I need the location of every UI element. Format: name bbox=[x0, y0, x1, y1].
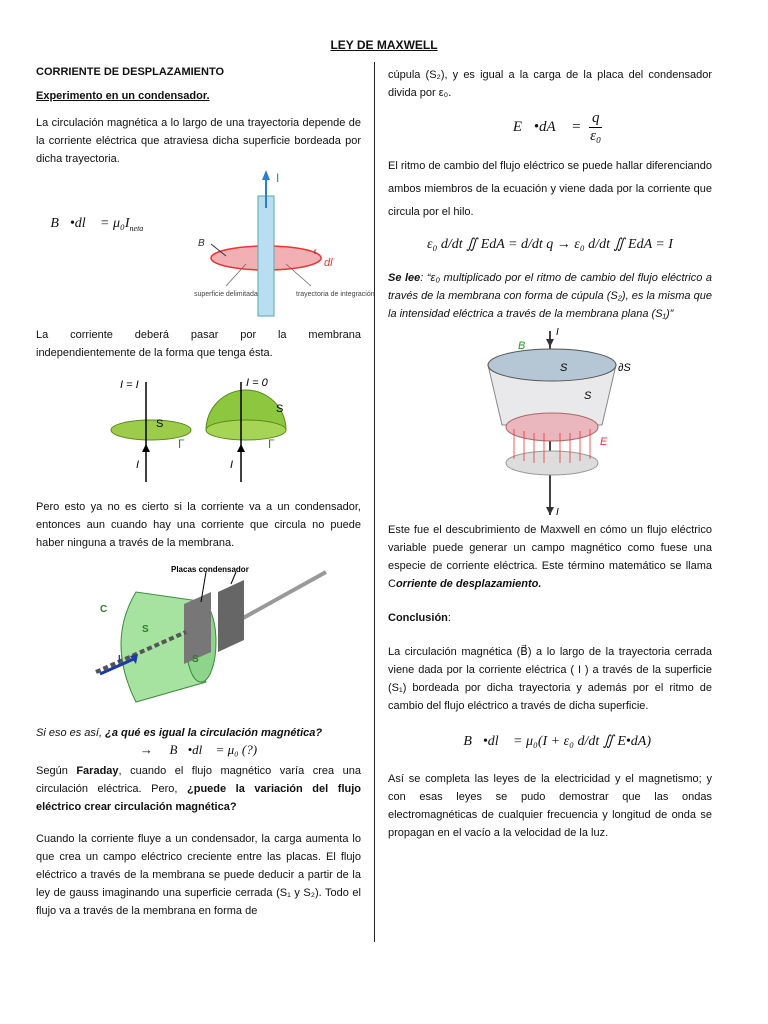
s1-label: S bbox=[142, 624, 149, 635]
s1-label: S bbox=[156, 418, 164, 430]
c-label: C bbox=[100, 604, 108, 615]
left-column bbox=[36, 66, 375, 920]
i-zero-label: I = 0 bbox=[246, 377, 268, 389]
i-bottom-label: I bbox=[556, 507, 559, 518]
current-i2: I bbox=[230, 459, 234, 471]
conclusion-heading: Conclusión: bbox=[388, 612, 451, 624]
rate-equation: ε₀ d/dt ∬ EdA = d/dt q → ε₀ d/dt ∬ EdA = I bbox=[427, 237, 673, 252]
paragraph-intro: La circulación magnética a lo largo de una trayectoria depende de la corriente eléctrica que atraviesa dicha superficie bordeada por dicha trayectoria. bbox=[36, 117, 361, 165]
displacement-drawing bbox=[480, 325, 640, 519]
paragraph-gauss: Cuando la corriente fluye a un condensador, la carga aumenta lo que crea un campo eléctrico creciente entre las placas. El flujo eléctrico a través de la membrana se puede deducir a partir de la ley de gauss imaginando una superficie cerrada (S₁ y S₂). Todo el flujo va a través de la membrana en forma de bbox=[36, 833, 361, 917]
b-label: B bbox=[518, 340, 526, 352]
boundary-label: ∂S bbox=[618, 362, 631, 374]
membrane-shapes bbox=[106, 372, 306, 492]
dl-label: dl bbox=[324, 257, 333, 269]
e-label: E bbox=[600, 436, 608, 448]
capacitor-figure bbox=[36, 552, 361, 724]
paragraph-membrane-2: independientemente de la forma que tenga ésta. bbox=[36, 347, 273, 359]
paragraph-final: Así se completa las leyes de la electricidad y el magnetismo; y con esas leyes se pudo demostrar que las ondas electromagnéticas de cualquier frecuencia y longitud de onda se propagan en el vacío a la velocidad de la luz. bbox=[388, 773, 712, 839]
right-column bbox=[388, 66, 712, 842]
i-top-label: I bbox=[556, 327, 559, 338]
paragraph-se-lee: Se lee: “ε₀ multiplicado por el ritmo de cambio del flujo eléctrico a través de la membrana con forma de cúpula (S₂), es la misma que la intensidad eléctrica a través de la membrana plana (S₁)” bbox=[388, 272, 712, 320]
paragraph-membrane-1: La corriente deberá pasar por la membrana bbox=[36, 329, 361, 341]
s2-label: S bbox=[584, 390, 592, 402]
paragraph-conclusion: La circulación magnética (B⃗) a lo largo de la trayectoria cerrada viene dada por la corriente eléctrica ( I ) a través de la superficie (S₁) bordeada por dicha trayectoria y además por el ritmo de cambio del flujo eléctrico a través de dicha superficie. bbox=[388, 646, 712, 712]
path-label: trayectoria de integración bbox=[296, 291, 375, 298]
page-title: LEY DE MAXWELL bbox=[330, 38, 438, 52]
ampere-equation: ∮ B⃗•dl⃗ = $\mu_0I_{neta}$ bbox=[36, 216, 144, 233]
plates-label: Placas condensador bbox=[171, 565, 249, 574]
paragraph-faraday: Según Faraday, cuando el flujo magnético varía crea una circulación eléctrica. Pero, ¿puede la variación del flujo eléctrico crear circulación magnética? bbox=[36, 765, 361, 813]
ampere-block bbox=[36, 168, 375, 326]
s1-label: S bbox=[560, 362, 568, 374]
paragraph-capacitor: Pero esto ya no es cierto si la corriente va a un condensador, entonces aun cuando hay una corriente que circula no puede haber ninguna a través de la membrana. bbox=[36, 501, 361, 549]
current-label: I bbox=[276, 171, 280, 185]
displacement-figure bbox=[388, 323, 712, 519]
membrane-figure bbox=[36, 362, 361, 492]
s2-label: S bbox=[192, 654, 199, 665]
question-line: Si eso es así, ¿a qué es igual la circulación magnética? bbox=[36, 727, 323, 739]
paragraph-cupula: cúpula (S₂), y es igual a la carga de la placa del condensador divida por ε₀. bbox=[388, 69, 712, 99]
question-equation: → ∮ B⃗•dl⃗ = μ₀ (?) bbox=[139, 742, 258, 757]
s2-label: S bbox=[276, 403, 284, 415]
section-heading: CORRIENTE DE DESPLAZAMIENTO bbox=[36, 66, 225, 78]
i-label: I bbox=[118, 654, 121, 665]
wire-loop-figure bbox=[186, 168, 375, 326]
subsection-heading: Experimento en un condensador. bbox=[36, 90, 210, 102]
r-label: r bbox=[314, 247, 317, 256]
b-label: B bbox=[198, 238, 205, 249]
i-equal-label: I = I bbox=[120, 379, 139, 391]
paragraph-rate: El ritmo de cambio del flujo eléctrico se puede hallar diferenciando ambos miembros de la ecuación y viene dada por la corriente que circula por el hilo. bbox=[388, 160, 712, 218]
capacitor-drawing bbox=[96, 562, 336, 722]
gauss-equation: ∯ E⃗•dA⃗ = $\frac{q}{\text{ε₀}}$ bbox=[497, 110, 602, 144]
gamma-1: Γ bbox=[178, 437, 185, 451]
paragraph-discovery: Este fue el descubrimiento de Maxwell en cómo un flujo eléctrico variable puede generar un campo magnético como fuese una especie de corriente eléctrica. Este término matemático se llama Corriente de desplazamiento. bbox=[388, 524, 712, 590]
maxwell-equation: ∮ B⃗•dl⃗ = μ₀(I + ε₀ d/dt ∬ E•dA) bbox=[448, 734, 651, 749]
current-i1: I bbox=[136, 459, 140, 471]
column-divider bbox=[374, 62, 375, 942]
surface-label: superficie delimitada bbox=[194, 291, 258, 298]
gamma-2: Γ bbox=[268, 437, 275, 451]
